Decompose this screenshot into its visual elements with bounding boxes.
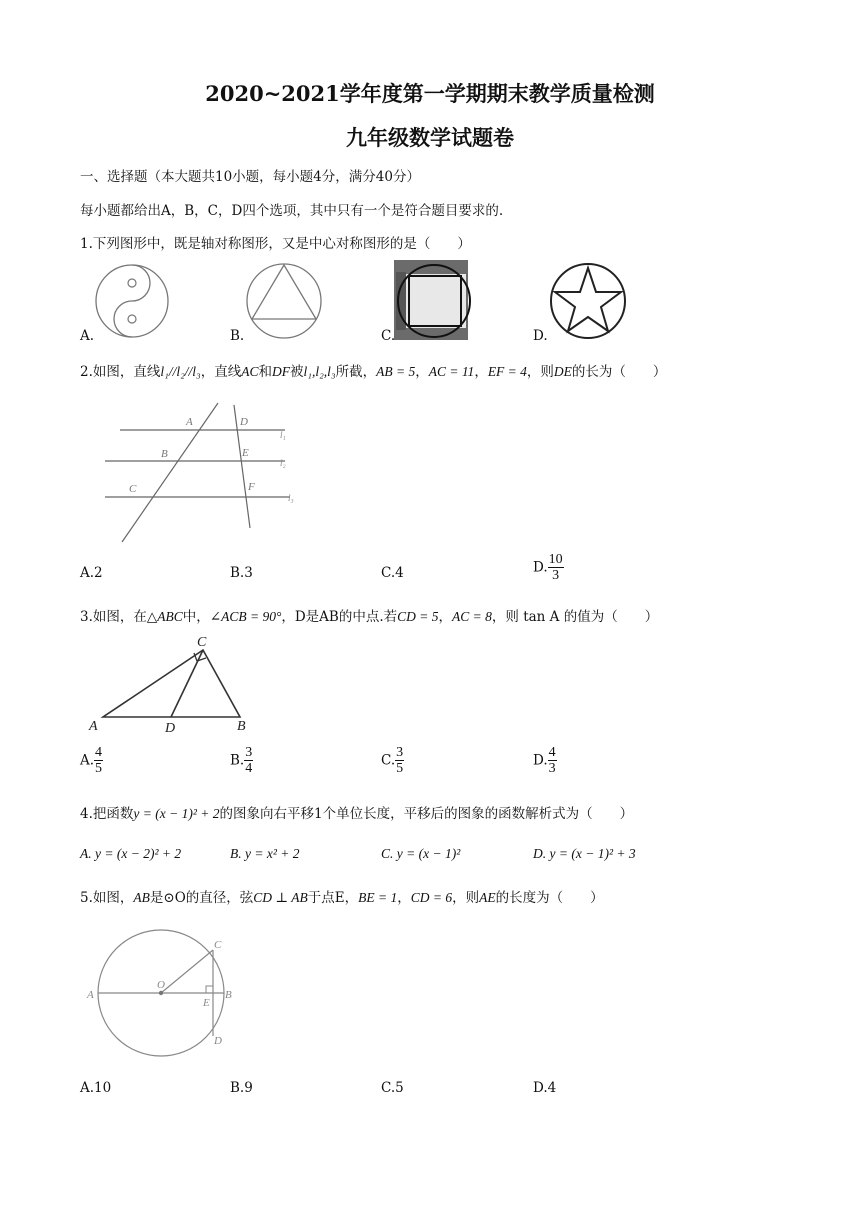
circle-triangle-icon	[244, 264, 324, 344]
q1-option-c[interactable]: C.	[381, 328, 396, 344]
q2-label-f: F	[248, 481, 255, 493]
q5-label-a: A	[87, 989, 94, 1001]
exam-title: 2020~2021学年度第一学期期末教学质量检测	[205, 81, 655, 106]
q2-label-b: B	[161, 448, 168, 460]
q2-option-b[interactable]: B.3	[230, 565, 253, 581]
q2-label-a: A	[186, 416, 193, 428]
taiji-icon	[92, 264, 172, 344]
q3-label-d: D	[165, 721, 176, 736]
q2-option-d[interactable]: D. $\frac{10}{3}$	[533, 552, 563, 583]
q5-option-a[interactable]: A.10	[80, 1080, 112, 1096]
q5-label-d: D	[214, 1035, 222, 1047]
q2-label-d: D	[240, 416, 248, 428]
q3-option-b[interactable]: B. $\frac{3}{4}$	[230, 745, 253, 776]
q5-label-b: B	[225, 989, 232, 1001]
q3-option-d[interactable]: D. $\frac{4}{3}$	[533, 745, 556, 776]
q5-figure	[85, 918, 245, 1058]
section-instruction: 每小题都给出A，B，C，D四个选项，其中只有一个是符合题目要求的.	[80, 203, 504, 219]
q2-label-l3: l₃	[288, 493, 294, 503]
q3-option-c[interactable]: C. $\frac{3}{5}$	[381, 745, 404, 776]
q3-figure	[85, 632, 265, 737]
q4-option-c[interactable]: C. y = (x − 1)²	[381, 846, 461, 861]
q3-label-c: C	[197, 635, 207, 650]
q1-option-d[interactable]: D.	[533, 328, 548, 344]
q3-label-b: B	[237, 719, 246, 734]
q1-option-b[interactable]: B.	[230, 328, 245, 344]
q5-option-d[interactable]: D.4	[533, 1080, 557, 1096]
exam-subtitle: 九年级数学试题卷	[346, 125, 514, 150]
q5-label-o: O	[157, 979, 165, 991]
q1-stem: 1.下列图形中，既是轴对称图形，又是中心对称图形的是（ ）	[80, 236, 471, 252]
q4-option-d[interactable]: D. y = (x − 1)² + 3	[533, 846, 636, 861]
q5-stem: 5.如图，AB是⊙O的直径，弦CD ⊥ AB于点E，BE = 1，CD = 6，则AE的长度为（ ）	[80, 890, 604, 906]
q4-stem: 4.把函数y = (x − 1)² + 2的图象向右平移1个单位长度，平移后的图象的函数解析式为（ ）	[80, 806, 634, 822]
q1-option-a[interactable]: A.	[80, 328, 95, 344]
q5-label-e: E	[203, 997, 210, 1009]
q4-option-b[interactable]: B. y = x² + 2	[230, 846, 300, 861]
q4-option-a[interactable]: A. y = (x − 2)² + 2	[80, 846, 182, 861]
q2-figure	[100, 400, 310, 550]
q3-option-a[interactable]: A. $\frac{4}{5}$	[80, 745, 103, 776]
q2-label-l2: l₂	[280, 458, 286, 468]
section-heading: 一、选择题（本大题共10小题，每小题4分，满分40分）	[80, 169, 420, 185]
q2-label-e: E	[242, 447, 249, 459]
q3-label-a: A	[89, 719, 98, 734]
circle-star-icon	[548, 262, 628, 342]
q2-option-c[interactable]: C.4	[381, 565, 404, 581]
q5-label-c: C	[214, 939, 222, 951]
q2-stem: 2.如图，直线l₁//l₂//l₃，直线AC和DF被l₁,l₂,l₃所截，AB = 5，AC = 11，EF = 4，则DE的长为（ ）	[80, 364, 667, 380]
q5-option-c[interactable]: C.5	[381, 1080, 404, 1096]
circle-square-icon	[394, 260, 474, 342]
q2-option-a[interactable]: A.2	[80, 565, 103, 581]
q2-label-c: C	[129, 483, 137, 495]
q3-stem: 3.如图，在△ABC中，∠ACB = 90°，D是AB的中点.若CD = 5，AC = 8，则 tan A 的值为（ ）	[80, 609, 659, 625]
q2-label-l1: l₁	[280, 430, 286, 440]
q5-option-b[interactable]: B.9	[230, 1080, 253, 1096]
